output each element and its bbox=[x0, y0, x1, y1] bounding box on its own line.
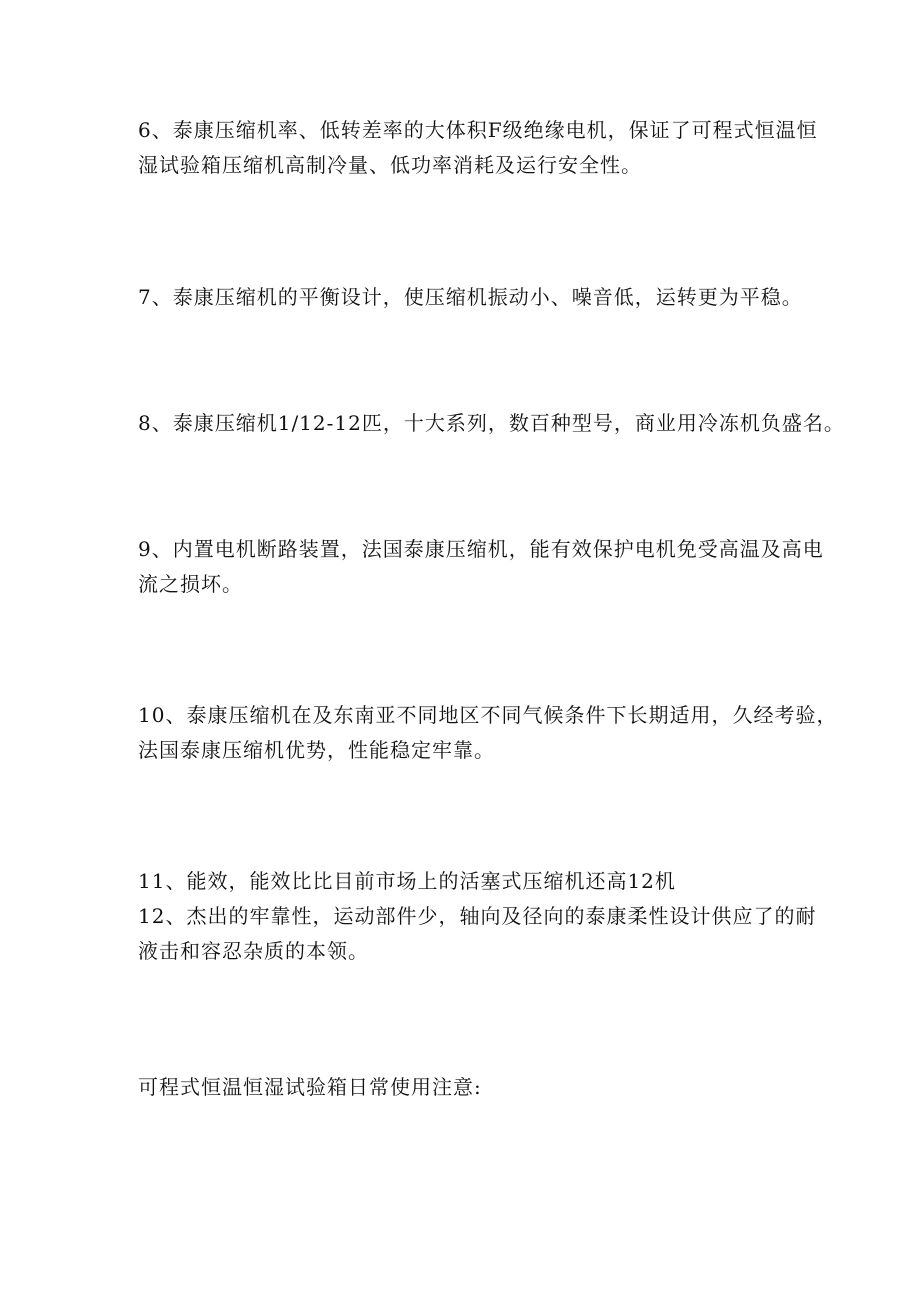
paragraph-line: 液击和容忍杂质的本领。 bbox=[138, 939, 369, 963]
paragraph-line: 流之损坏。 bbox=[138, 572, 243, 596]
paragraph-line: 10、泰康压缩机在及东南亚不同地区不同气候条件下长期适用，久经考验， bbox=[138, 703, 838, 727]
paragraph-item-8 bbox=[138, 406, 845, 441]
paragraph-item-7 bbox=[138, 280, 818, 315]
paragraph-line: 6、泰康压缩机率、低转差率的大体积F级绝缘电机，保证了可程式恒温恒 bbox=[138, 118, 818, 142]
paragraph-line: 9、内置电机断路装置，法国泰康压缩机，能有效保护电机免受高温及高电 bbox=[138, 537, 824, 561]
paragraph-line: 11、能效，能效比比目前市场上的活塞式压缩机还高12机 bbox=[138, 869, 676, 893]
paragraph-line: 湿试验箱压缩机高制冷量、低功率消耗及运行安全性。 bbox=[138, 153, 642, 177]
paragraph-line: 可程式恒温恒湿试验箱日常使用注意: bbox=[138, 1075, 482, 1099]
section-heading-usage-notes bbox=[138, 1070, 818, 1105]
paragraph-item-9 bbox=[138, 532, 824, 602]
paragraph-line: 12、杰出的牢靠性，运动部件少，轴向及径向的泰康柔性设计供应了的耐 bbox=[138, 904, 817, 928]
paragraph-item-6 bbox=[138, 113, 818, 183]
paragraph-line: 法国泰康压缩机优势，性能稳定牢靠。 bbox=[138, 738, 495, 762]
paragraph-line: 7、泰康压缩机的平衡设计，使压缩机振动小、噪音低，运转更为平稳。 bbox=[138, 285, 803, 309]
paragraph-line: 8、泰康压缩机1/12-12匹，十大系列，数百种型号，商业用冷冻机负盛名。 bbox=[138, 411, 845, 435]
paragraph-item-11-12 bbox=[138, 864, 818, 969]
paragraph-item-10 bbox=[138, 698, 838, 768]
